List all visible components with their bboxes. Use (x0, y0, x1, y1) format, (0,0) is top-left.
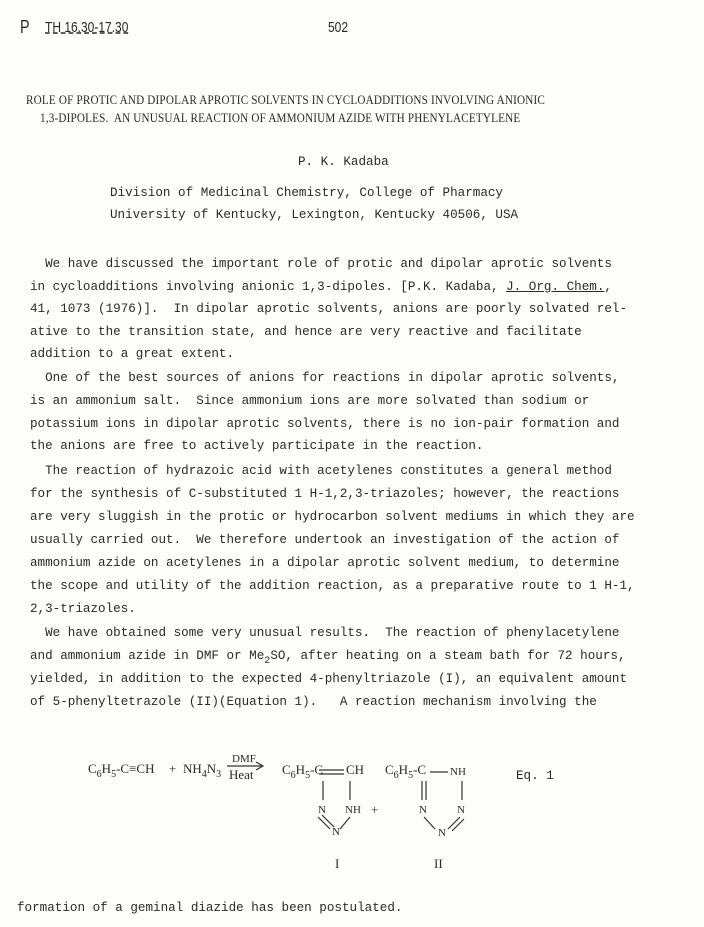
atom-n: N (332, 826, 340, 838)
text: , (604, 280, 612, 294)
title-line-2: 1,3-DIPOLES. AN UNUSUAL REACTION OF AMMONIUM AZIDE WITH PHENYLACETYLENE (40, 110, 521, 125)
session-time: TH 16.30-17.30 (45, 19, 129, 36)
p1-line: addition to a great extent. (30, 347, 235, 361)
header-mark: P (20, 17, 30, 37)
subscript: 5 (408, 770, 414, 781)
text: H (101, 761, 112, 776)
p3-line: The reaction of hydrazoic acid with acetylenes constitutes a general method (30, 464, 612, 478)
p3-line: the scope and utility of the addition reaction, as a preparative route to 1 H-1, (30, 579, 635, 593)
compound-label-i: I (335, 856, 340, 871)
text: -C (310, 762, 324, 777)
text: -C≡CH (116, 761, 155, 776)
plus-sign: + (371, 802, 379, 817)
text: -C (413, 762, 427, 777)
title-line-1: ROLE OF PROTIC AND DIPOLAR APROTIC SOLVENTS IN CYCLOADDITIONS INVOLVING ANIONIC (26, 92, 545, 107)
p3-line: ammonium azide on acetylenes in a dipolar aprotic solvent medium, to determine (30, 556, 620, 570)
text: in cycloadditions involving anionic 1,3-dipoles. [P.K. Kadaba, (30, 280, 507, 294)
p2-line: potassium ions in dipolar aprotic solvents, there is no ion-pair formation and (30, 417, 620, 431)
subscript: 6 (96, 769, 102, 780)
text: C (282, 762, 291, 777)
p4-line: yielded, in addition to the expected 4-phenyltriazole (I), an equivalent amount (30, 672, 628, 686)
reactant-phenylacetylene (88, 761, 155, 780)
p3-line: for the synthesis of C-substituted 1 H-1,2,3-triazoles; however, the reactions (30, 487, 620, 501)
atom-nh: NH (345, 804, 361, 816)
arrow-condition: Heat (229, 767, 254, 782)
arrow-solvent: DMF (232, 753, 256, 765)
subscript: 4 (201, 769, 207, 780)
closing-line: formation of a geminal diazide has been postulated. (17, 901, 403, 915)
text: SO, after heating on a steam bath for 72 hours, (270, 649, 626, 663)
equation-label: Eq. 1 (516, 769, 554, 783)
atom-n: N (419, 804, 427, 816)
p3-line: are very sluggish in the protic or hydrocarbon solvent mediums in which they are (30, 510, 635, 524)
text: N (206, 761, 217, 776)
author: P. K. Kadaba (298, 155, 389, 169)
subscript: 6 (393, 770, 399, 781)
p2-line: One of the best sources of anions for reactions in dipolar aprotic solvents, (30, 371, 620, 385)
p4-line: of 5-phenyltetrazole (II)(Equation 1). A reaction mechanism involving the (30, 695, 597, 709)
journal-citation: J. Org. Chem. (506, 280, 605, 294)
atom-n: N (457, 804, 465, 816)
compound-label-ii: II (434, 856, 443, 871)
atom-n: N (318, 804, 326, 816)
reactant-ammonium-azide (183, 761, 222, 780)
text: NH (183, 761, 202, 776)
affiliation-line-2: University of Kentucky, Lexington, Kentucky 40506, USA (110, 208, 519, 222)
p1-line: We have discussed the important role of protic and dipolar aprotic solvents (30, 257, 612, 271)
subscript: 3 (216, 769, 222, 780)
affiliation-line-1: Division of Medicinal Chemistry, College of Pharmacy (110, 186, 503, 200)
subscript: 6 (290, 770, 296, 781)
text: C (385, 762, 394, 777)
plus-sign: + (169, 761, 177, 776)
subscript: 5 (111, 769, 117, 780)
text: H (295, 762, 306, 777)
text: H (398, 762, 409, 777)
atom-ch: CH (346, 762, 365, 777)
text: and ammonium azide in DMF or Me (30, 649, 265, 663)
p4-line: We have obtained some very unusual results. The reaction of phenylacetylene (30, 626, 620, 640)
p3-line: usually carried out. We therefore undertook an investigation of the action of (30, 533, 620, 547)
p1-line: 41, 1073 (1976)]. In dipolar aprotic solvents, anions are poorly solvated rel- (30, 302, 628, 316)
p3-line: 2,3-triazoles. (30, 602, 136, 616)
atom-n: N (438, 827, 446, 839)
p2-line: is an ammonium salt. Since ammonium ions are more solvated than sodium or (30, 394, 590, 408)
p1-line: ative to the transition state, and hence are very reactive and facilitate (30, 325, 582, 339)
page-number: 502 (328, 19, 349, 36)
atom-nh: NH (450, 766, 466, 778)
text: C (88, 761, 97, 776)
subscript: 5 (305, 770, 311, 781)
p2-line: the anions are free to actively participate in the reaction. (30, 439, 484, 453)
structure-ii-substituent (385, 762, 427, 781)
structure-i-substituent (282, 762, 324, 781)
subscript: 2 (264, 656, 271, 667)
